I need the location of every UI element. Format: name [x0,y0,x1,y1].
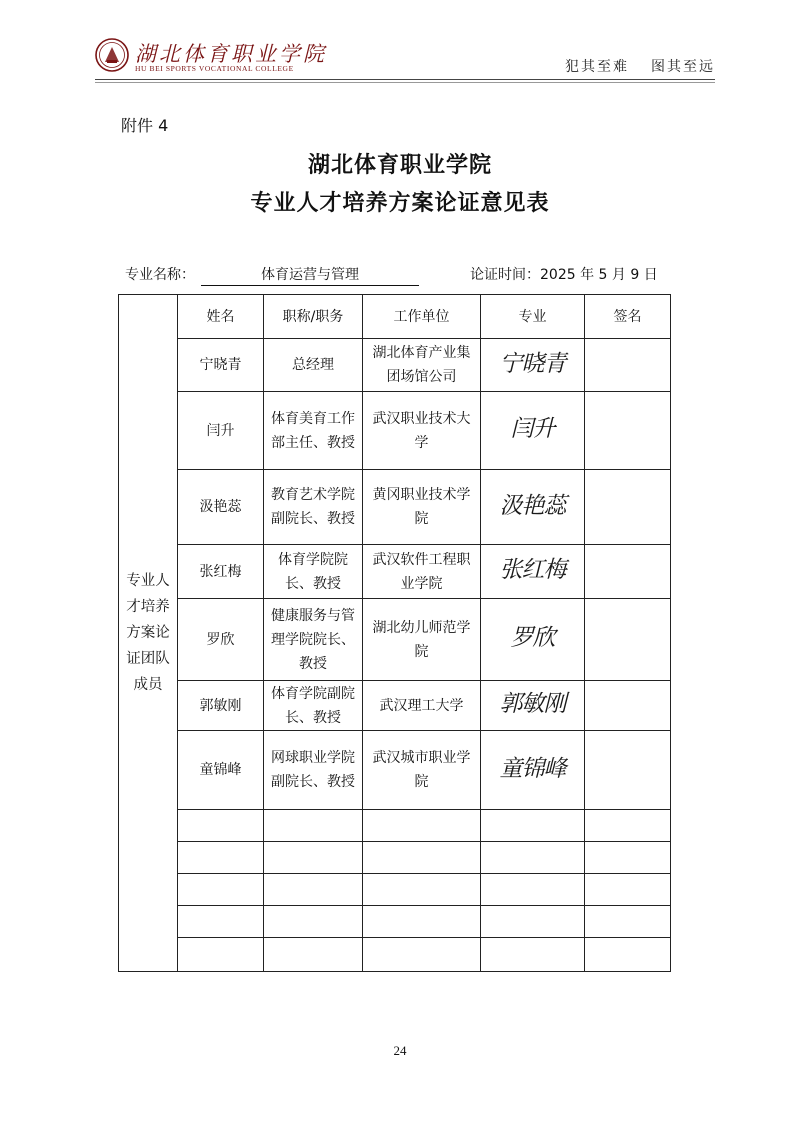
handwritten-signature: 张红梅 [499,557,566,583]
empty-cell [363,842,481,874]
handwritten-signature: 宁晓青 [499,350,566,377]
table-row [119,339,671,392]
handwritten-signature: 汲艳蕊 [499,492,566,519]
empty-row [119,874,671,906]
handwritten-signature: 闫升 [510,416,555,442]
member-title: 教育艺术学院副院长、教授 [264,470,363,545]
handwritten-signature: 童锦峰 [499,755,566,782]
header-divider [95,79,715,80]
handwritten-signature: 郭敏刚 [499,691,566,717]
empty-cell [585,906,671,938]
member-title: 体育学院院长、教授 [264,545,363,599]
sign-cell [585,731,671,810]
sign-cell [585,599,671,681]
member-title: 体育美育工作部主任、教授 [264,392,363,470]
motto-part: 犯其至难 [565,59,629,75]
empty-cell [481,874,585,906]
column-header: 工作单位 [363,295,481,339]
member-name: 汲艳蕊 [178,470,264,545]
empty-cell [585,938,671,972]
empty-cell [264,938,363,972]
empty-cell [178,906,264,938]
member-unit: 黄冈职业技术学院 [363,470,481,545]
empty-cell [264,874,363,906]
review-team-table [118,294,671,972]
table-row [119,392,671,470]
table-row [119,731,671,810]
empty-cell [264,842,363,874]
review-date: 论证时间：2025 年 5 月 9 日 [470,267,658,283]
column-header: 姓名 [178,295,264,339]
major-value: 体育运营与管理 [201,264,419,286]
empty-cell [585,810,671,842]
member-signature-cell [481,681,585,731]
empty-cell [363,810,481,842]
member-name: 郭敏刚 [178,681,264,731]
header-divider [95,82,715,83]
empty-cell [178,810,264,842]
sign-cell [585,339,671,392]
handwritten-signature: 罗欣 [510,625,555,651]
empty-cell [178,874,264,906]
page-number: 24 [393,1043,407,1058]
empty-cell [178,842,264,874]
member-unit: 湖北体育产业集团场馆公司 [363,339,481,392]
document-subtitle: 专业人才培养方案论证意见表 [250,191,550,216]
member-unit: 武汉职业技术大学 [363,392,481,470]
empty-cell [363,938,481,972]
college-seal-icon [95,38,129,72]
empty-row [119,810,671,842]
major-field [125,264,419,286]
column-header: 签名 [585,295,671,339]
column-header: 职称/职务 [264,295,363,339]
member-unit: 武汉理工大学 [363,681,481,731]
empty-cell [264,906,363,938]
member-name: 宁晓青 [178,339,264,392]
table-row [119,470,671,545]
empty-cell [363,906,481,938]
member-title: 体育学院副院长、教授 [264,681,363,731]
attachment-label: 附件 4 [121,116,169,135]
member-name: 童锦峰 [178,731,264,810]
member-signature-cell [481,470,585,545]
member-title: 健康服务与管理学院院长、教授 [264,599,363,681]
member-unit: 武汉城市职业学院 [363,731,481,810]
member-signature-cell [481,599,585,681]
empty-cell [264,810,363,842]
empty-cell [481,842,585,874]
empty-cell [585,874,671,906]
school-name-cn: 湖北体育职业学院 [135,42,327,66]
member-name: 罗欣 [178,599,264,681]
sign-cell [585,470,671,545]
sign-cell [585,392,671,470]
member-signature-cell [481,339,585,392]
column-header: 专业 [481,295,585,339]
major-label: 专业名称： [125,267,195,283]
table-header-row [119,295,671,339]
member-signature-cell [481,392,585,470]
sign-cell [585,681,671,731]
member-title: 总经理 [264,339,363,392]
empty-row [119,938,671,972]
empty-row [119,906,671,938]
empty-cell [178,938,264,972]
member-unit: 湖北幼儿师范学院 [363,599,481,681]
empty-cell [481,810,585,842]
school-name-en: HU BEI SPORTS VOCATIONAL COLLEGE [135,64,294,73]
member-unit: 武汉软件工程职业学院 [363,545,481,599]
member-name: 张红梅 [178,545,264,599]
table-row [119,599,671,681]
empty-cell [585,842,671,874]
table-row [119,681,671,731]
sign-cell [585,545,671,599]
member-signature-cell [481,731,585,810]
page-header [95,36,715,78]
member-signature-cell [481,545,585,599]
empty-cell [481,906,585,938]
document-title: 湖北体育职业学院 [307,153,492,178]
empty-cell [363,874,481,906]
empty-row [119,842,671,874]
member-title: 网球职业学院副院长、教授 [264,731,363,810]
motto-part: 图其至远 [651,59,715,75]
empty-cell [481,938,585,972]
team-group-label: 专业人才培养方案论证团队成员 [119,295,178,972]
member-name: 闫升 [178,392,264,470]
motto [565,56,715,76]
table-row [119,545,671,599]
